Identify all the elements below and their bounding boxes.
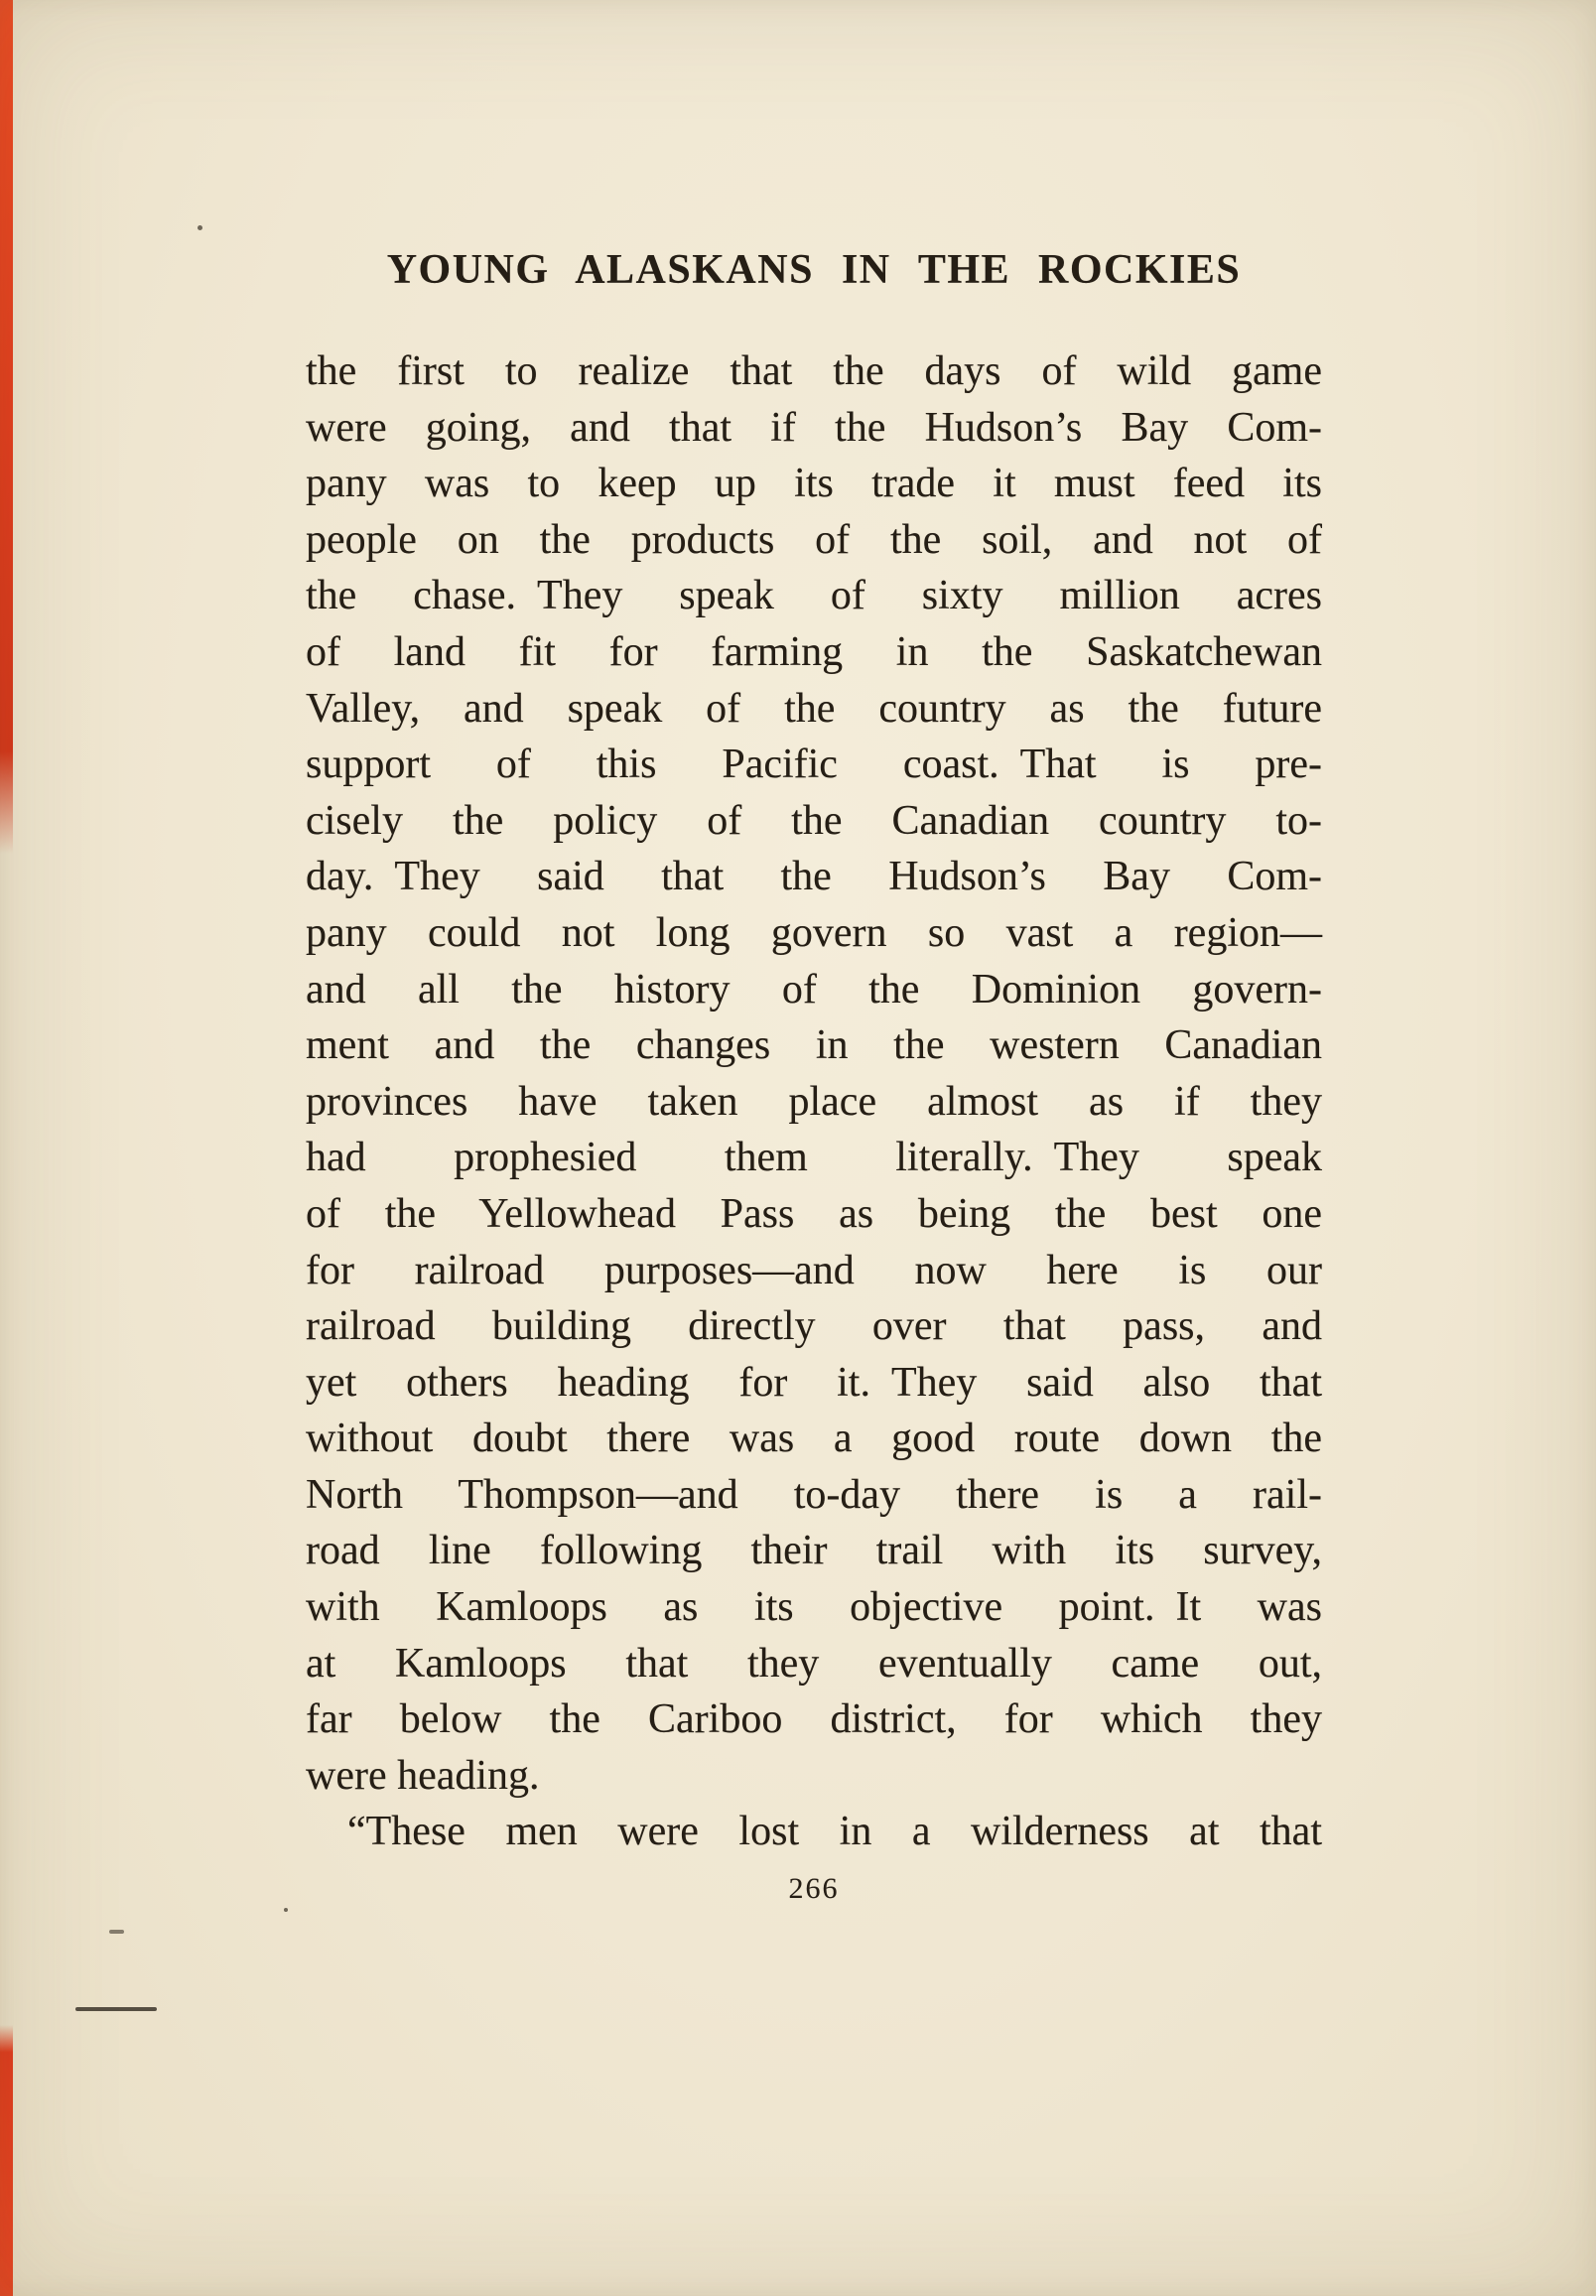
text-line: provinces have taken place almost as if they [306,1078,1322,1125]
running-header: YOUNG ALASKANS IN THE ROCKIES [386,247,1242,293]
text-line: “These men were lost in a wilderness at that [347,1809,1322,1855]
pencil-tick-artifact [109,1930,124,1934]
text-line: road line following their trail with its survey, [306,1528,1322,1574]
text-line: yet others heading for it. They said also that [306,1359,1322,1406]
text-line: with Kamloops as its objective point. It was [306,1584,1322,1631]
ink-dot-artifact [284,1908,288,1912]
text-line: support of this Pacific coast. That is pre- [306,742,1322,788]
text-line: far below the Cariboo district, for which they [306,1696,1322,1743]
text-line: at Kamloops that they eventually came out, [306,1640,1322,1687]
text-line: the first to realize that the days of wild game [306,348,1322,394]
text-line: Valley, and speak of the country as the future [306,685,1322,732]
text-line: pany could not long govern so vast a region— [306,909,1322,956]
text-line: ment and the changes in the western Canadian [306,1022,1322,1069]
text-line: were heading. [306,1752,540,1799]
text-line: people on the products of the soil, and not of [306,516,1322,563]
red-binding-edge-bottom [0,2025,13,2296]
paragraph-continued [306,343,1322,1804]
text-line: North Thompson—and to-day there is a rail- [306,1471,1322,1518]
body-text [306,343,1322,1860]
red-binding-edge-top [0,0,13,854]
text-line: for railroad purposes—and now here is our [306,1247,1322,1293]
text-line: pany was to keep up its trade it must feed its [306,461,1322,507]
paragraph-new [306,1804,1322,1860]
text-line: without doubt there was a good route down the [306,1416,1322,1462]
text-line: and all the history of the Dominion govern- [306,966,1322,1013]
text-line: of the Yellowhead Pass as being the best one [306,1190,1322,1237]
text-line: cisely the policy of the Canadian country to- [306,797,1322,844]
text-line: were going, and that if the Hudson’s Bay Com- [306,404,1322,451]
page-number: 266 [788,1872,840,1905]
text-line: had prophesied them literally. They speak [306,1135,1322,1181]
ink-dot-artifact [198,225,202,230]
text-line: day. They said that the Hudson’s Bay Com- [306,854,1322,900]
text-line: of land fit for farming in the Saskatchewan [306,628,1322,675]
text-line: railroad building directly over that pass, and [306,1303,1322,1350]
pencil-dash-artifact [75,2007,157,2011]
text-line: the chase. They speak of sixty million acres [306,573,1322,619]
